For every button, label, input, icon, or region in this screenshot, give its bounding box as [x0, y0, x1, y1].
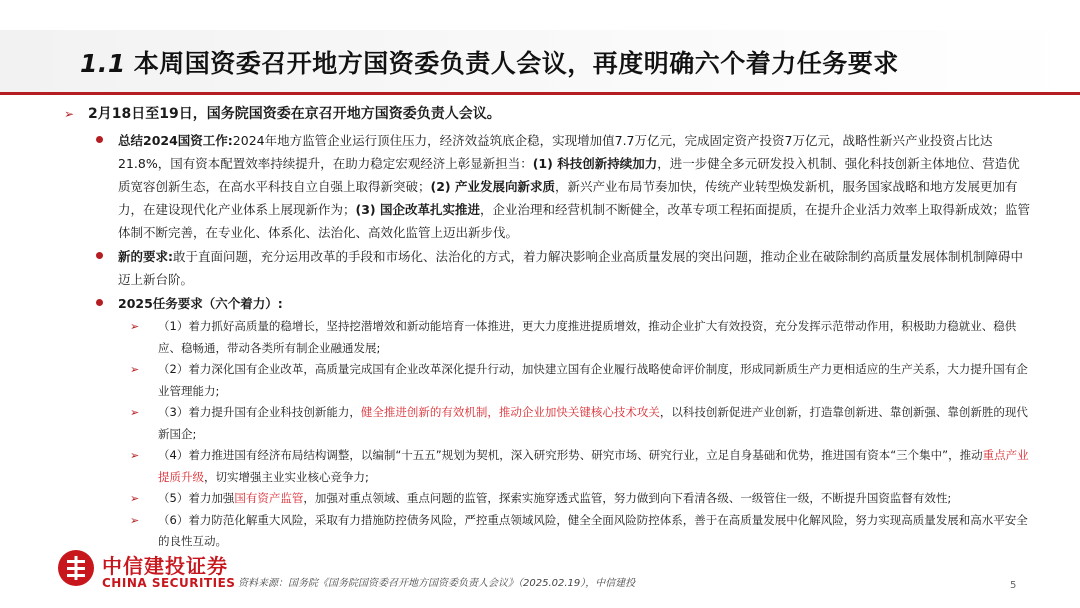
task-text-5a: （5）着力加强: [158, 491, 235, 505]
task-text-5b: ，加强对重点领域、重点问题的监管，探索实施穿透式监管，努力做到向下看清各级、一级管住一级，不断提升国资监督有效性;: [303, 491, 952, 505]
arrow-bullet-icon: ➢: [130, 492, 140, 505]
summary-point-1: (1) 科技创新持续加力: [532, 156, 658, 171]
source-note: 资料来源：国务院《国务院国资委召开地方国资委负责人会议》（2025.02.19），中信建投: [238, 578, 636, 589]
task-text-1: （1）着力抓好高质量的稳增长，坚持挖潜增效和新动能培育一体推进，更大力度推进提质增效，推动企业扩大有效投资，充分发挥示范带动作用，积极助力稳就业、稳供应、稳畅通，带动各类所有制企业融通发展;: [158, 319, 1017, 355]
arrow-bullet-icon: ➢: [130, 320, 140, 333]
arrow-bullet-icon: ➢: [130, 513, 140, 527]
arrow-bullet-icon: ➢: [130, 363, 140, 376]
task-text-3a: （3）着力提升国有企业科技创新能力，: [158, 405, 361, 419]
task-highlight-3: 健全推进创新的有效机制，推动企业加快关键核心技术攻关: [360, 405, 660, 419]
task-text-4a: （4）着力推进国有经济布局结构调整，以编制“十五五”规划为契机，深入研究形势、研究市场、研究行业，立足自身基础和优势，推进国有资本“三个集中”，推动: [158, 448, 983, 462]
logo-emblem-icon: [58, 550, 94, 586]
logo-chinese-name: 中信建投证券: [102, 554, 228, 578]
task-text-4b: ，切实增强主业实业核心竞争力;: [204, 469, 369, 484]
task-item-2: [60, 359, 1030, 402]
new-requirement-label: 新的要求:: [118, 249, 173, 264]
summary-item: [60, 129, 1030, 244]
summary-text-2: ，进一步健全多元研发投入机制、强化科技创新主体地位、营造优质宽容创新生态，在高水平科技自立自强上取得新突破；: [118, 156, 1020, 194]
new-requirement-item: [60, 245, 1030, 291]
summary-text-4: ，企业治理和经营机制不断健全，改革专项工程拓面提质，在提升企业活力效率上取得新成效；监管体制不断完善，在专业化、体系化、法治化、高效化监管上迈出新步伐。: [118, 202, 1031, 240]
summary-point-3: (3) 国企改革扎实推进: [355, 202, 480, 217]
task-highlight-4: 重点产业提质升级: [158, 448, 1029, 484]
summary-label: 总结2024国资工作:: [118, 133, 233, 148]
arrow-bullet-icon: ➢: [130, 449, 140, 462]
content-area: [60, 103, 1030, 553]
dot-bullet-icon: [96, 252, 103, 259]
headline-text: 2月18日至19日，国务院国资委在京召开地方国资委负责人会议。: [88, 106, 501, 122]
page-number: 5: [1010, 580, 1017, 591]
task-item-3: [60, 402, 1030, 445]
headline-item: [60, 103, 1030, 125]
task-text-2: （2）着力深化国有企业改革，高质量完成国有企业改革深化提升行动，加快建立国有企业履行战略使命评价制度，形成同新质生产力更相适应的生产关系，大力提升国有企业管理能力;: [158, 362, 1028, 398]
summary-text-1: 2024年地方监管企业运行顶住压力，经济效益筑底企稳，实现增加值7.7万亿元，完成固定资产投资7万亿元，战略性新兴产业投资占比达21.8%，国有资本配置效率持续提升，在助力稳定宏观经济上彰显新担当：: [118, 133, 993, 171]
tasks-heading: 2025任务要求（六个着力）:: [118, 296, 283, 311]
page-title: [80, 44, 899, 80]
summary-point-2: (2) 产业发展向新求质: [430, 179, 555, 194]
task-item-6: [60, 510, 1030, 553]
summary-text-3: ，新兴产业布局节奏加快，传统产业转型焕发新机，服务国家战略和地方发展更加有力，在建设现代化产业体系上展现新作为；: [118, 179, 1018, 217]
dot-bullet-icon: [96, 136, 103, 143]
tasks-heading-item: [60, 292, 1030, 315]
task-item-4: [60, 445, 1030, 488]
section-number: 1.1: [80, 49, 126, 78]
dot-bullet-icon: [96, 299, 103, 306]
task-item-1: [60, 316, 1030, 359]
arrow-bullet-icon: ➢: [64, 107, 75, 121]
logo-english-name: CHINA SECURITIES: [102, 576, 236, 590]
task-text-3b: ，以科技创新促进产业创新，打造靠创新进、靠创新强、靠创新胜的现代新国企;: [158, 405, 1028, 441]
company-logo: [58, 548, 236, 596]
task-text-6: （6）着力防范化解重大风险，采取有力措施防控债务风险，严控重点领域风险，健全全面风险防控体系，善于在高质量发展中化解风险，努力实现高质量发展和高水平安全的良性互动。: [158, 512, 1028, 548]
new-requirement-text: 敢于直面问题，充分运用改革的手段和市场化、法治化的方式，着力解决影响企业高质量发展的突出问题，推动企业在破除制约高质量发展体制机制障碍中迈上新台阶。: [118, 249, 1024, 287]
task-item-5: [60, 488, 1030, 510]
arrow-bullet-icon: ➢: [130, 406, 140, 419]
title-text: 本周国资委召开地方国资委负责人会议，再度明确六个着力任务要求: [133, 49, 899, 78]
task-highlight-5: 国有资产监管: [234, 491, 304, 505]
title-underline: [0, 92, 1080, 95]
